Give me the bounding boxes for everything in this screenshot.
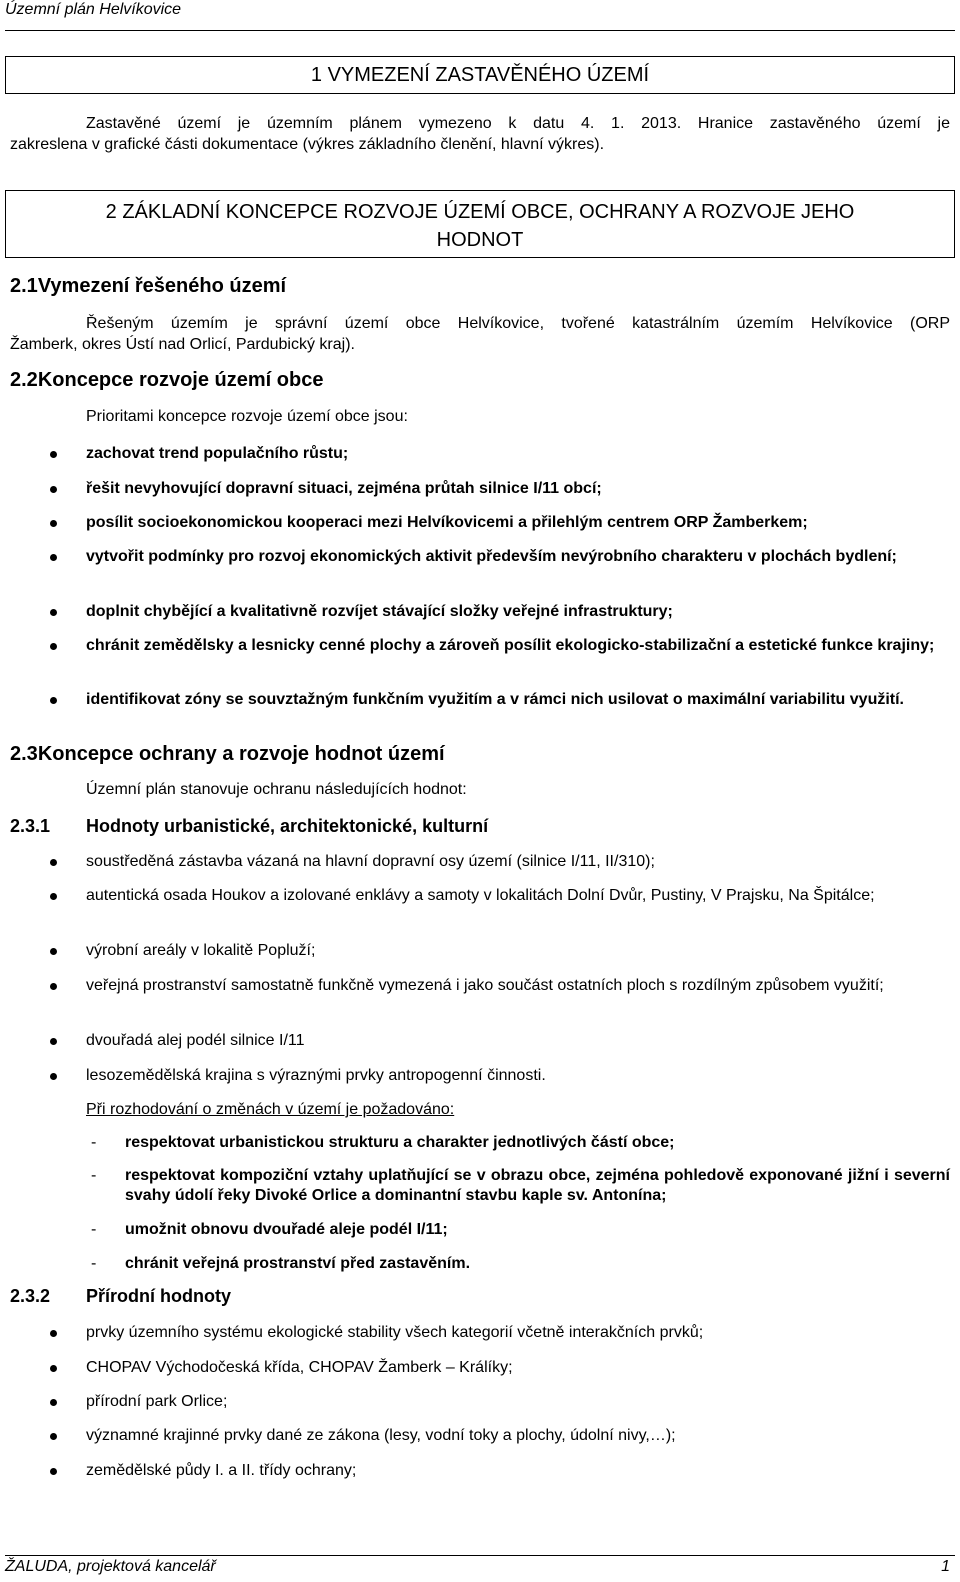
list-item: posílit socioekonomickou kooperaci mezi Helvíkovicemi a přilehlým centrem ORP Žamberkem; (86, 513, 950, 533)
header-rule (5, 30, 955, 31)
bullet-icon (50, 1038, 57, 1045)
section-1-heading: 1 VYMEZENÍ ZASTAVĚNÉHO ÚZEMÍ (310, 64, 650, 86)
bullet-icon (50, 643, 57, 650)
requirement-item: - chránit veřejná prostranství před zastavěním. (91, 1255, 471, 1272)
section-2-3-1-title: Hodnoty urbanistické, architektonické, kulturní (86, 816, 489, 836)
bullet-icon (50, 554, 57, 561)
list-item: identifikovat zóny se souvztažným funkčním využitím a v rámci nich usilovat o maximální variabilitu využití. (86, 690, 950, 710)
list-item: lesozemědělská krajina s výraznými prvky antropogenní činnosti. (86, 1066, 950, 1086)
section-2-3-1-number: 2.3.1 (10, 816, 51, 836)
section-2-2-title: Koncepce rozvoje území obce (37, 369, 324, 391)
bullet-icon (50, 1399, 57, 1406)
list-item: řešit nevyhovující dopravní situaci, zejména průtah silnice I/11 obcí; (86, 479, 950, 499)
requirement-item: - umožnit obnovu dvouřadé aleje podél I/11; (91, 1221, 448, 1238)
section-2-3-number: 2.3 (10, 743, 38, 765)
bullet-icon (50, 697, 57, 704)
section-2-1-title: Vymezení řešeného území (37, 275, 287, 297)
bullet-icon (50, 451, 57, 458)
list-item: chránit zemědělsky a lesnicky cenné plochy a zároveň posílit ekologicko-stabilizační a estetické funkce krajiny; (86, 636, 950, 656)
bullet-icon (50, 1073, 57, 1080)
section-2-3-heading (10, 743, 445, 766)
list-item: CHOPAV Východočeská křída, CHOPAV Žamberk – Králíky; (86, 1358, 950, 1378)
list-item: autentická osada Houkov a izolované enklávy a samoty v lokalitách Dolní Dvůr, Pustiny, V Prajsku, Na Špitálce; (86, 886, 950, 906)
dash-marker: - (91, 1134, 97, 1151)
requirement-item: - respektovat urbanistickou strukturu a charakter jednotlivých částí obce; (91, 1134, 675, 1151)
section-2-3-2-heading (10, 1286, 231, 1307)
requirements-intro: Při rozhodování o změnách v území je požadováno: (86, 1101, 455, 1118)
section-2-2-heading (10, 369, 323, 392)
section-2-heading-line-2: HODNOT (436, 229, 524, 251)
list-item: zachovat trend populačního růstu; (86, 444, 950, 464)
bullet-icon (50, 1468, 57, 1475)
list-item: přírodní park Orlice; (86, 1392, 950, 1412)
page-number: 1 (941, 1558, 950, 1575)
section-1-text-line-2: zakreslena v grafické části dokumentace (výkres základního členění, hlavní výkres). (10, 136, 605, 153)
section-2-1-text-line-2: Žamberk, okres Ústí nad Orlicí, Pardubický kraj). (10, 336, 355, 353)
section-2-3-1-heading (10, 816, 488, 837)
bullet-icon (50, 1330, 57, 1337)
bullet-icon (50, 893, 57, 900)
section-2-heading-line-1: 2 ZÁKLADNÍ KONCEPCE ROZVOJE ÚZEMÍ OBCE, OCHRANY A ROZVOJE JEHO (105, 201, 855, 223)
dash-marker: - (91, 1255, 97, 1272)
bullet-icon (50, 859, 57, 866)
bullet-icon (50, 983, 57, 990)
section-2-3-2-number: 2.3.2 (10, 1286, 51, 1306)
section-2-1-number: 2.1 (10, 275, 38, 297)
bullet-icon (50, 486, 57, 493)
list-item: doplnit chybějící a kvalitativně rozvíjet stávající složky veřejné infrastruktury; (86, 602, 950, 622)
section-2-1-text-line-1: Řešeným územím je správní území obce Helvíkovice, tvořené katastrálním územím Helvíkovice (ORP (86, 315, 950, 332)
bullet-icon (50, 1365, 57, 1372)
footer-company: ŽALUDA, projektová kancelář (5, 1558, 216, 1575)
running-header: Územní plán Helvíkovice (5, 1, 182, 18)
section-2-2-intro: Prioritami koncepce rozvoje území obce jsou: (86, 408, 408, 425)
list-item: prvky územního systému ekologické stability všech kategorií včetně interakčních prvků; (86, 1323, 950, 1343)
section-2-3-title: Koncepce ochrany a rozvoje hodnot území (37, 743, 445, 765)
section-2-3-intro: Územní plán stanovuje ochranu následujících hodnot: (86, 781, 467, 798)
dash-marker: - (91, 1221, 97, 1238)
bullet-icon (50, 609, 57, 616)
list-item: významné krajinné prvky dané ze zákona (lesy, vodní toky a plochy, údolní nivy,…); (86, 1426, 950, 1446)
section-1-text-line-1: Zastavěné území je územním plánem vymezeno k datu 4. 1. 2013. Hranice zastavěného území je (86, 115, 950, 132)
bullet-icon (50, 948, 57, 955)
list-item: zemědělské půdy I. a II. třídy ochrany; (86, 1461, 950, 1481)
section-2-1-heading (10, 275, 286, 298)
bullet-icon (50, 520, 57, 527)
requirement-item: - respektovat kompoziční vztahy uplatňující se v obrazu obce, zejména pohledově exponované jižní i severní svahy údolí řeky Divoké Orlice a dominantní stavbu kaple sv. Antonína; (91, 1167, 950, 1204)
dash-marker: - (91, 1167, 97, 1184)
list-item: soustředěná zástavba vázaná na hlavní dopravní osy území (silnice I/11, II/310); (86, 852, 950, 872)
list-item: dvouřadá alej podél silnice I/11 (86, 1031, 950, 1051)
section-2-2-number: 2.2 (10, 369, 38, 391)
list-item: výrobní areály v lokalitě Popluží; (86, 941, 950, 961)
footer-rule (5, 1555, 955, 1556)
section-2-3-2-title: Přírodní hodnoty (86, 1286, 231, 1306)
list-item: vytvořit podmínky pro rozvoj ekonomických aktivit především nevýrobního charakteru v plochách bydlení; (86, 547, 950, 567)
bullet-icon (50, 1433, 57, 1440)
list-item: veřejná prostranství samostatně funkčně vymezená i jako součást ostatních ploch s rozdílným způsobem využití; (86, 976, 950, 996)
